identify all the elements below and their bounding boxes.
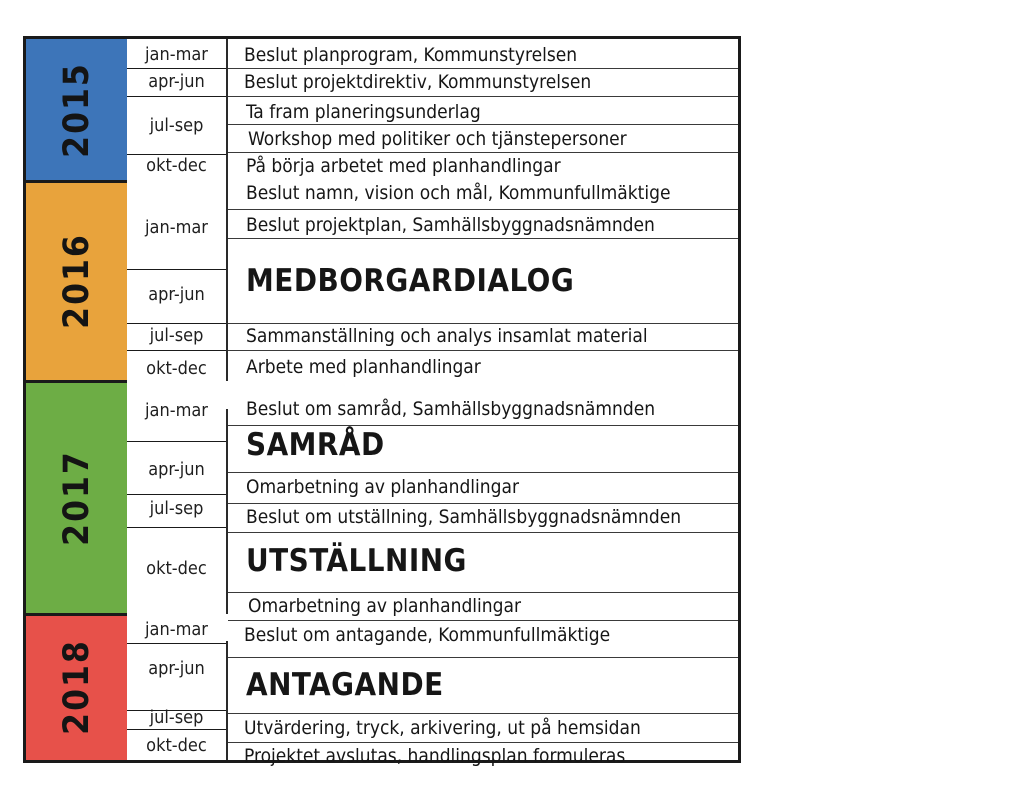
quarter-divider: [127, 441, 226, 442]
activity-row-divider: [228, 742, 738, 743]
milestone-heading: UTSTÄLLNING: [246, 543, 467, 580]
quarter-column-border: [226, 39, 228, 181]
activity-item: Beslut planprogram, Kommunstyrelsen: [244, 43, 578, 66]
activity-item: Omarbetning av planhandlingar: [248, 595, 521, 618]
quarter-label: apr-jun: [148, 70, 205, 92]
activity-item: Beslut projektdirektiv, Kommunstyrelsen: [244, 70, 592, 93]
quarter-label: okt-dec: [146, 357, 207, 379]
activity-item: Omarbetning av planhandlingar: [246, 476, 519, 499]
quarter-label: jan-mar: [145, 618, 208, 640]
quarter-label: okt-dec: [146, 558, 207, 580]
quarter-label: apr-jun: [148, 657, 205, 679]
activity-row-divider: [228, 713, 738, 714]
activity-row-divider: [228, 620, 738, 621]
quarter-label: jul-sep: [149, 114, 204, 136]
activity-item: På börja arbetet med planhandlingar: [246, 155, 561, 178]
activity-item: Sammanställning och analys insamlat material: [246, 325, 648, 348]
quarter-label: jul-sep: [149, 706, 204, 728]
quarter-divider: [127, 323, 226, 324]
quarter-label: apr-jun: [148, 458, 205, 480]
quarter-divider: [127, 494, 226, 495]
activity-row-divider: [228, 592, 738, 593]
quarter-divider: [127, 96, 226, 97]
quarter-column-border: [226, 409, 228, 614]
quarter-divider: [127, 68, 226, 69]
year-label: 2018: [56, 639, 97, 735]
activity-item: Projektet avslutas, handlingsplan formuleras: [244, 745, 626, 768]
activity-item: Ta fram planeringsunderlag: [246, 101, 481, 124]
activity-row-divider: [228, 350, 738, 351]
activity-row-divider: [228, 472, 738, 473]
quarter-divider: [127, 350, 226, 351]
milestone-heading: ANTAGANDE: [246, 666, 444, 703]
year-separator: [26, 380, 127, 383]
activity-item: Beslut om samråd, Samhällsbyggnadsnämnden: [246, 397, 656, 420]
activity-row-divider: [228, 503, 738, 504]
year-block-2018: [26, 614, 127, 760]
activity-item: Arbete med planhandlingar: [246, 356, 481, 379]
activity-item: Beslut om utställning, Samhällsbyggnadsnämnden: [246, 506, 682, 529]
project-timeline-chart: [23, 36, 741, 768]
quarter-label: okt-dec: [146, 154, 207, 176]
activity-row-divider: [228, 152, 738, 153]
quarter-divider: [127, 269, 226, 270]
milestone-heading: SAMRÅD: [246, 426, 385, 463]
quarter-label: jul-sep: [149, 497, 204, 519]
activity-item: Beslut om antagande, Kommunfullmäktige: [244, 623, 611, 646]
activity-row-divider: [228, 323, 738, 324]
year-label: 2017: [56, 449, 97, 546]
year-separator: [26, 180, 127, 183]
quarter-label: okt-dec: [146, 734, 207, 756]
quarter-label: jan-mar: [145, 43, 208, 65]
activity-item: Workshop med politiker och tjänstepersoner: [248, 128, 627, 151]
quarter-divider: [127, 729, 226, 730]
year-label: 2016: [56, 233, 97, 329]
activity-row-divider: [228, 238, 738, 239]
year-block-2017: [26, 381, 127, 614]
activity-row-divider: [228, 68, 738, 69]
quarter-divider: [127, 643, 226, 644]
milestone-heading: MEDBORGARDIALOG: [246, 262, 575, 299]
year-separator: [26, 613, 127, 616]
year-label: 2015: [56, 62, 97, 158]
activity-row-divider: [228, 124, 738, 125]
quarter-label: jan-mar: [145, 399, 208, 421]
activity-item: Utvärdering, tryck, arkivering, ut på hemsidan: [244, 716, 641, 739]
quarter-divider: [127, 527, 226, 528]
activity-row-divider: [228, 209, 738, 210]
activity-item: Beslut namn, vision och mål, Kommunfullmäktige: [246, 181, 671, 204]
quarter-label: apr-jun: [148, 283, 205, 305]
activity-row-divider: [228, 657, 738, 658]
year-block-2016: [26, 181, 127, 381]
year-block-2015: [26, 39, 127, 181]
activity-row-divider: [228, 96, 738, 97]
quarter-label: jan-mar: [145, 217, 208, 239]
activity-row-divider: [228, 532, 738, 533]
activity-item: Beslut projektplan, Samhällsbyggnadsnämnden: [246, 213, 655, 236]
quarter-label: jul-sep: [149, 325, 204, 347]
